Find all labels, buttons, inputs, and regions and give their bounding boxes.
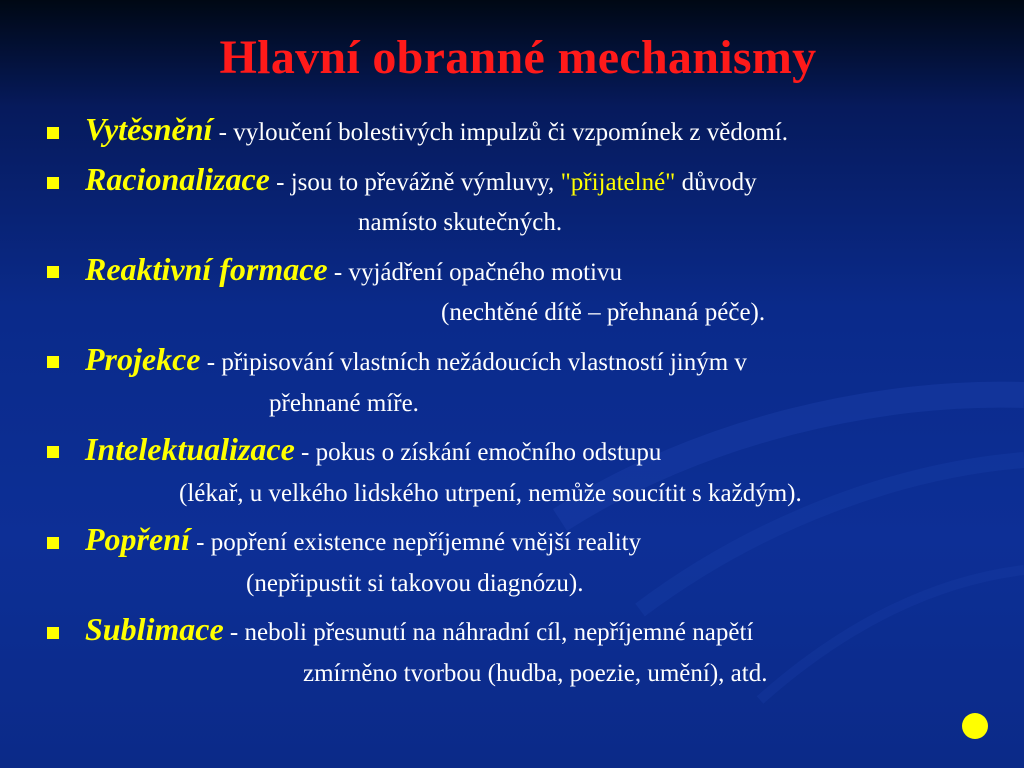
bullet-icon xyxy=(47,127,59,139)
continuation-line: (lékař, u velkého lidského utrpení, nemůže soucítit s každým). xyxy=(179,480,802,507)
page-title: Hlavní obranné mechanismy xyxy=(219,31,817,84)
highlighted-word: "přijatelné" xyxy=(560,169,676,196)
list-item-popreni xyxy=(85,521,642,558)
term: Racionalizace xyxy=(85,161,270,197)
term: Sublimace xyxy=(85,611,224,647)
bullet-icon xyxy=(47,446,59,458)
list-item-vytesneni xyxy=(85,111,788,148)
bullet-icon xyxy=(47,537,59,549)
term: Vytěsnění xyxy=(85,111,213,147)
list-item-sublimace xyxy=(85,611,754,648)
description: - jsou to převážně výmluvy, xyxy=(269,169,561,196)
slide-nav-dot-icon[interactable] xyxy=(962,713,988,739)
bullet-icon xyxy=(47,266,59,278)
continuation-line: přehnané míře. xyxy=(269,390,419,417)
continuation-line: zmírněno tvorbou (hudba, poezie, umění), atd. xyxy=(303,660,768,687)
description: - připisování vlastních nežádoucích vlastností jiným v xyxy=(200,349,747,376)
description: - vyjádření opačného motivu xyxy=(327,259,622,286)
description: - popření existence nepříjemné vnější reality xyxy=(189,529,642,556)
bullet-icon xyxy=(47,177,59,189)
bullet-icon xyxy=(47,356,59,368)
continuation-line: (nepřipustit si takovou diagnózu). xyxy=(246,570,584,597)
term: Reaktivní formace xyxy=(85,251,328,287)
description: - pokus o získání emočního odstupu xyxy=(294,439,662,466)
list-item-reaktivni-formace xyxy=(85,251,622,288)
continuation-line: (nechtěné dítě – přehnaná péče). xyxy=(441,299,766,326)
description-end: důvody xyxy=(675,169,757,196)
description: - vyloučení bolestivých impulzů či vzpomínek z vědomí. xyxy=(212,119,788,146)
term: Projekce xyxy=(85,341,201,377)
term: Popření xyxy=(85,521,190,557)
list-item-intelektualizace xyxy=(85,431,662,468)
term: Intelektualizace xyxy=(85,431,295,467)
description: - neboli přesunutí na náhradní cíl, nepříjemné napětí xyxy=(223,619,754,646)
bullet-icon xyxy=(47,627,59,639)
continuation-line: namísto skutečných. xyxy=(358,209,563,236)
list-item-projekce xyxy=(85,341,747,378)
list-item-racionalizace xyxy=(85,161,757,198)
